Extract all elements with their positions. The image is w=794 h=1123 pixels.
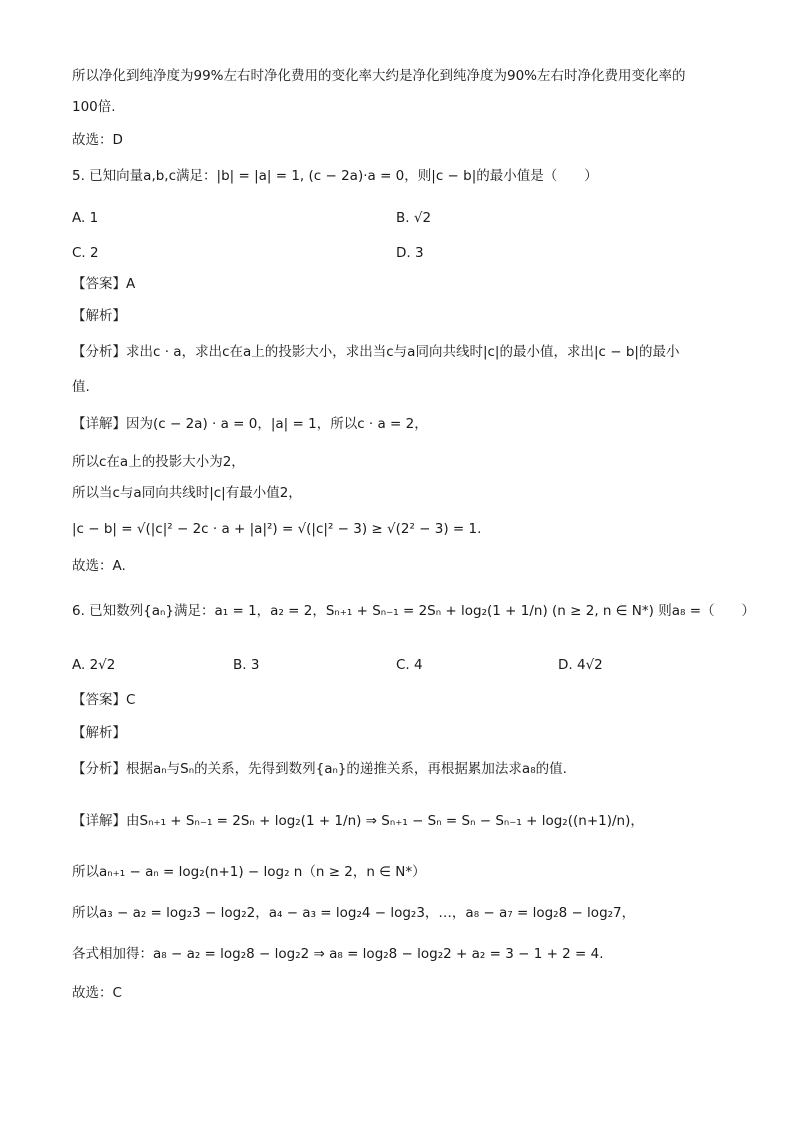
- q5-option-c: C. 2: [72, 245, 99, 261]
- q5-option-a: A. 1: [72, 210, 99, 226]
- q5-option-d: D. 3: [396, 245, 424, 261]
- q5-option-b: B. √2: [396, 210, 432, 226]
- q5-answer-label: 【答案】A: [72, 276, 136, 292]
- question-6-stem: 6. 已知数列{aₙ}满足：a₁ = 1，a₂ = 2，Sₙ₊₁ + Sₙ₋₁ = 2Sₙ + log₂(1 + 1/n) (n ≥ 2, n ∈ N*) 则a₈ =（ ）: [72, 603, 756, 619]
- q6-analysis-label: 【解析】: [72, 725, 126, 741]
- question-5-stem: 5. 已知向量a,b,c满足：|b| = |a| = 1, (c − 2a)·a = 0，则|c − b|的最小值是（ ）: [72, 168, 598, 184]
- q5-detail-formula: |c − b| = √(|c|² − 2c · a + |a|²) = √(|c|² − 3) ≥ √(2² − 3) = 1.: [72, 521, 482, 537]
- q5-final-choice: 故选：A.: [72, 558, 126, 574]
- q6-detail-line-3: 所以a₃ − a₂ = log₂3 − log₂2，a₄ − a₃ = log₂4 − log₂3，…，a₈ − a₇ = log₂8 − log₂7，: [72, 905, 636, 921]
- q6-option-d: D. 4√2: [558, 657, 603, 673]
- q5-analysis-label: 【解析】: [72, 308, 126, 324]
- conclusion-line: 所以净化到纯净度为99%左右时净化费用的变化率大约是净化到纯净度为90%左右时净化费用变化率的: [72, 68, 686, 84]
- q6-option-a: A. 2√2: [72, 657, 116, 673]
- q5-detail-line-2: 所以c在a上的投影大小为2，: [72, 454, 245, 470]
- q5-analysis-text: 【分析】求出c · a，求出c在a上的投影大小，求出当c与a同向共线时|c|的最小值，求出|c − b|的最小: [72, 344, 680, 360]
- q6-answer-label: 【答案】C: [72, 692, 136, 708]
- q6-detail-line-2: 所以aₙ₊₁ − aₙ = log₂(n+1) − log₂ n（n ≥ 2，n ∈ N*）: [72, 864, 426, 880]
- q6-detail-line-1: 【详解】由Sₙ₊₁ + Sₙ₋₁ = 2Sₙ + log₂(1 + 1/n) ⇒ Sₙ₊₁ − Sₙ = Sₙ − Sₙ₋₁ + log₂((n+1)/n)，: [72, 813, 644, 829]
- q6-analysis-text: 【分析】根据aₙ与Sₙ的关系，先得到数列{aₙ}的递推关系，再根据累加法求a₈的值.: [72, 761, 567, 777]
- q5-detail-line-1: 【详解】因为(c − 2a) · a = 0，|a| = 1，所以c · a = 2，: [72, 416, 428, 432]
- q6-detail-line-4: 各式相加得：a₈ − a₂ = log₂8 − log₂2 ⇒ a₈ = log₂8 − log₂2 + a₂ = 3 − 1 + 2 = 4.: [72, 946, 604, 962]
- conclusion-line-2: 100倍.: [72, 99, 116, 115]
- q6-option-b: B. 3: [233, 657, 260, 673]
- q6-option-c: C. 4: [396, 657, 423, 673]
- prev-answer-choice: 故选：D: [72, 132, 123, 148]
- q6-final-choice: 故选：C: [72, 985, 122, 1001]
- q5-detail-line-3: 所以当c与a同向共线时|c|有最小值2，: [72, 485, 302, 501]
- q5-analysis-text-2: 值.: [72, 379, 90, 395]
